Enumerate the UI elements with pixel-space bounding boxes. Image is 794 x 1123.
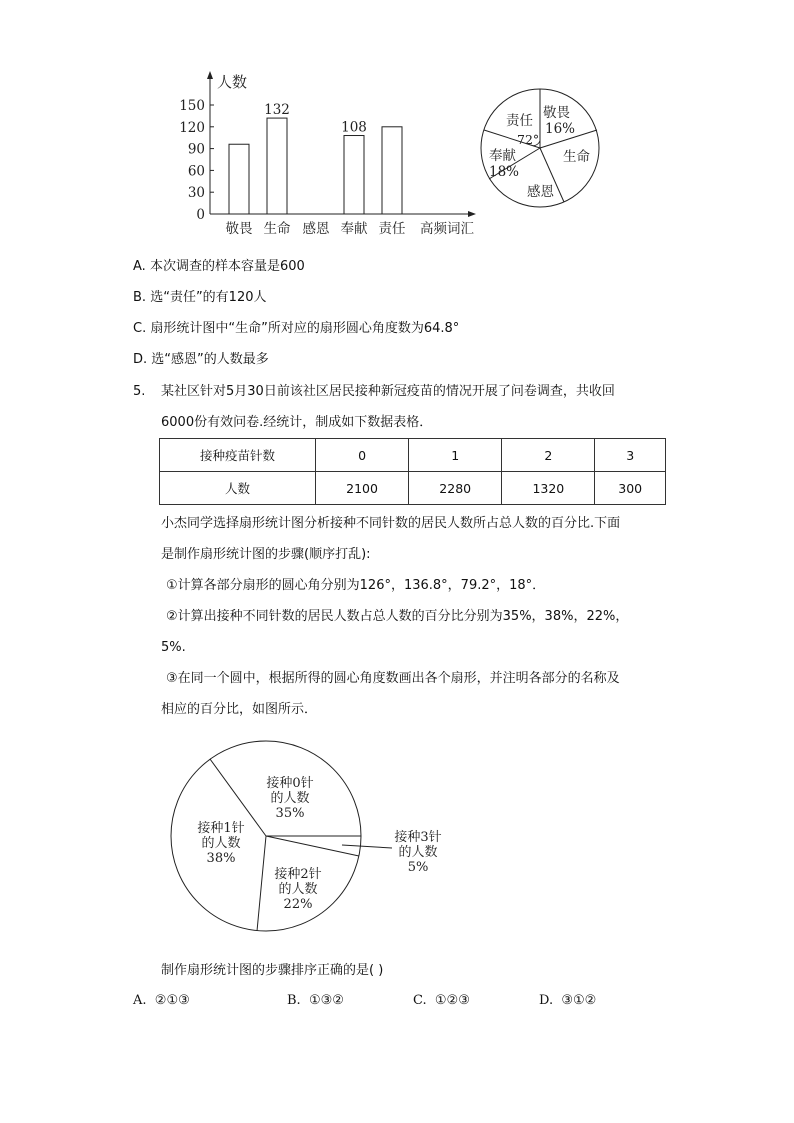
table-row — [160, 472, 666, 505]
pie2-slice3-l1: 接种3针 — [394, 830, 442, 845]
pie-chart-vaccine — [170, 738, 460, 938]
answer-a: A. ②①③ — [133, 993, 190, 1008]
y-tick-label: 0 — [196, 207, 205, 223]
answer-c: C. ①②③ — [413, 993, 470, 1008]
pie2-slice2-l1: 接种2针 — [274, 867, 322, 882]
pie-chart-words — [478, 86, 602, 210]
q5-text-line1: 某社区针对5月30日前该社区居民接种新冠疫苗的情况开展了问卷调查，共收回 — [161, 384, 615, 399]
table-cell: 接种疫苗针数 — [160, 439, 316, 472]
bar-chart — [170, 68, 490, 240]
y-tick-label: 90 — [187, 141, 205, 158]
q5-question: 制作扇形统计图的步骤排序正确的是( ) — [161, 963, 384, 978]
table-cell: 1 — [409, 439, 502, 472]
category-label: 责任 — [378, 221, 406, 237]
option-c: C. 扇形统计图中“生命”所对应的扇形圆心角度数为64.8° — [133, 321, 460, 336]
pie2-divider — [266, 836, 359, 856]
bar-3 — [344, 136, 364, 214]
pie2-divider — [257, 836, 266, 931]
pie2-leader — [342, 845, 392, 848]
q5-number: 5. — [133, 384, 146, 399]
q5-intro-line2: 是制作扇形统计图的步骤(顺序打乱): — [161, 547, 371, 562]
pie1-label-fengxian: 奉献 — [489, 148, 516, 164]
table-cell: 人数 — [160, 472, 316, 505]
pie1-label-shengming: 生命 — [563, 149, 590, 165]
category-label: 生命 — [263, 221, 291, 237]
q5-step2-line2: 5%. — [161, 640, 186, 655]
pie1-angle-label: 72° — [517, 132, 540, 147]
table-cell: 2280 — [409, 472, 502, 505]
y-axis-arrow — [207, 71, 213, 79]
pie2-slice1-pct: 38% — [206, 851, 236, 866]
table-cell: 1320 — [502, 472, 595, 505]
pie2-slice2-pct: 22% — [283, 897, 313, 912]
q5-step3-line2: 相应的百分比，如图所示． — [161, 702, 318, 717]
bar-0 — [229, 144, 249, 214]
y-tick-label: 60 — [187, 163, 205, 180]
category-label: 奉献 — [340, 221, 368, 237]
pie2-slice0-pct: 35% — [275, 806, 305, 821]
bar-1 — [267, 118, 287, 214]
y-tick-label: 30 — [187, 185, 205, 202]
pie1-pct-jingwei: 16% — [545, 121, 576, 137]
y-tick-label: 150 — [179, 98, 205, 114]
pie2-slice1-l1: 接种1针 — [197, 821, 245, 836]
pie2-slice0-l1: 接种0针 — [266, 776, 314, 791]
bar-data-label: 132 — [264, 102, 290, 119]
pie1-label-jingwei: 敬畏 — [543, 105, 570, 121]
bar-4 — [382, 127, 402, 214]
category-label: 感恩 — [302, 221, 330, 237]
table-cell: 3 — [595, 439, 666, 472]
q5-step1: ①计算各部分扇形的圆心角分别为126°，136.8°，79.2°，18°． — [166, 578, 546, 593]
x-axis-label: 高频词汇 — [420, 221, 474, 237]
table-cell: 2100 — [316, 472, 409, 505]
table-cell: 300 — [595, 472, 666, 505]
q5-intro-line1: 小杰同学选择扇形统计图分析接种不同针数的居民人数所占总人数的百分比.下面 — [161, 516, 621, 531]
pie2-slice2-l2: 的人数 — [278, 882, 318, 897]
pie1-label-ganen: 感恩 — [527, 184, 554, 200]
bar-data-label: 108 — [341, 119, 367, 136]
category-label: 敬畏 — [225, 221, 253, 237]
answer-d: D. ③①② — [539, 993, 597, 1008]
table-row — [160, 439, 666, 472]
answer-b: B. ①③② — [287, 993, 344, 1008]
pie2-slice3-l2: 的人数 — [398, 845, 438, 860]
option-d: D. 选“感恩”的人数最多 — [133, 352, 269, 367]
pie1-pct-fengxian: 18% — [489, 164, 520, 180]
option-a: A. 本次调查的样本容量是600 — [133, 259, 305, 274]
q5-step2-line1: ②计算出接种不同针数的居民人数占总人数的百分比分别为35%，38%，22%， — [166, 609, 629, 624]
y-axis-label: 人数 — [217, 73, 248, 91]
pie2-slice1-l2: 的人数 — [201, 836, 241, 851]
pie2-slice0-l2: 的人数 — [270, 791, 310, 806]
table-cell: 0 — [316, 439, 409, 472]
q5-step3-line1: ③在同一个圆中，根据所得的圆心角度数画出各个扇形，并注明各部分的名称及 — [166, 671, 620, 686]
pie1-label-zeren: 责任 — [506, 113, 533, 129]
q5-text-line2: 6000份有效问卷.经统计，制成如下数据表格． — [161, 415, 433, 430]
vaccine-table — [159, 438, 666, 505]
y-tick-label: 120 — [179, 119, 205, 136]
table-cell: 2 — [502, 439, 595, 472]
option-b: B. 选“责任”的有120人 — [133, 290, 267, 305]
x-axis-arrow — [468, 211, 476, 217]
pie2-slice3-pct: 5% — [407, 860, 429, 875]
